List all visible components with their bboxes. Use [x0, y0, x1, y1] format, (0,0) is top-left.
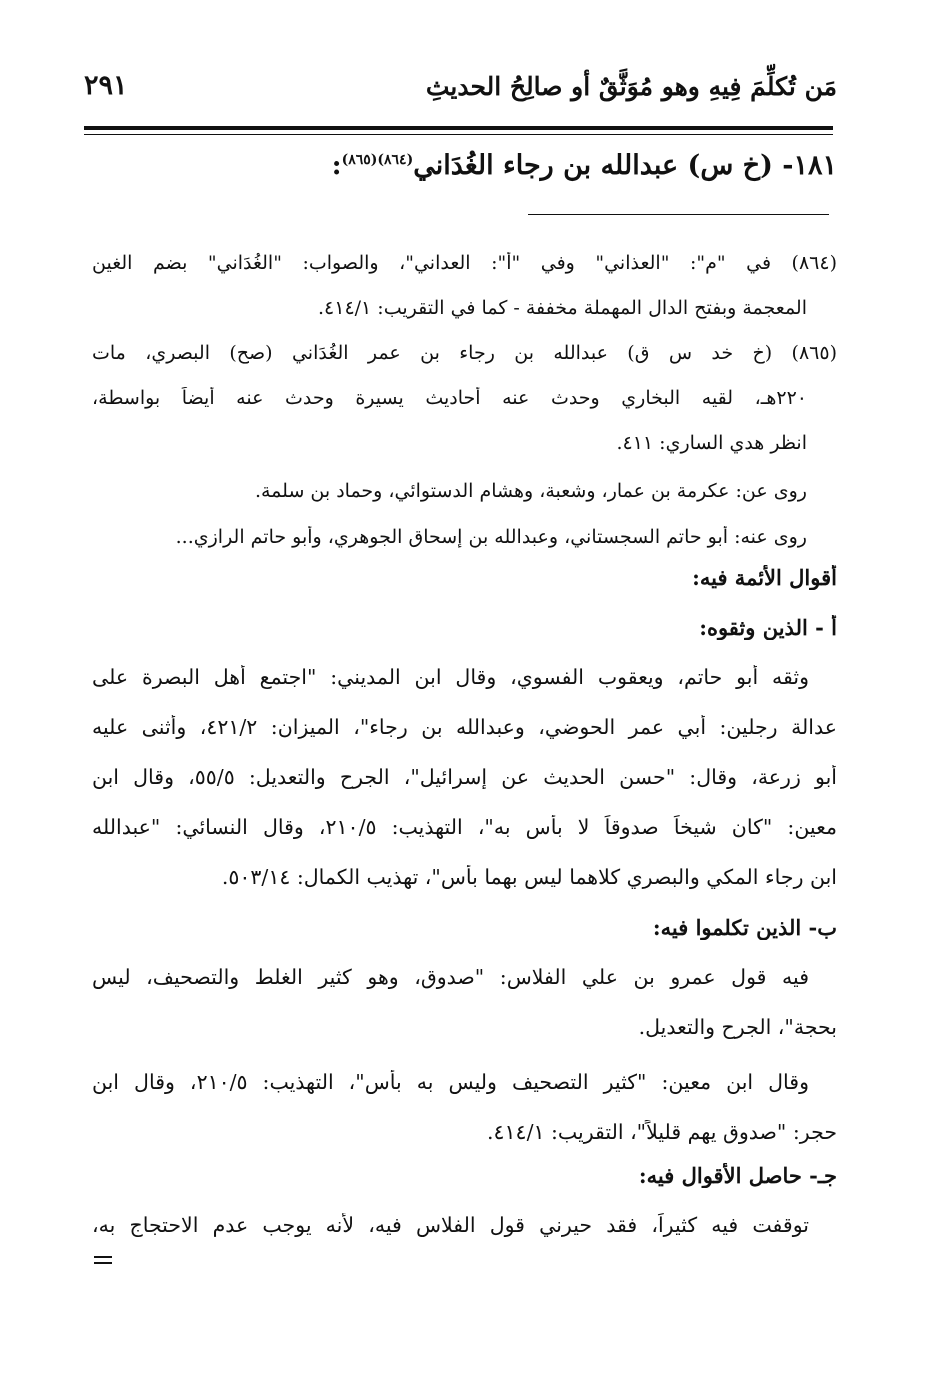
entry-heading: [332, 150, 837, 181]
continuation-mark-icon: [94, 1256, 112, 1268]
section-title: أقوال الأئمة فيه:: [692, 565, 837, 590]
body-line: فيه قول عمرو بن علي الفلاس: "صدوق، وهو كثير الغلط والتصحيف، ليس: [92, 965, 809, 989]
entry-title: ١٨١- (خ س) عبدالله بن رجاء الغُدَاني: [413, 150, 837, 181]
header-rule-thin: [84, 134, 833, 135]
body-line: وقال ابن معين: "كثير التصحيف وليس به بأس"، التهذيب: ٢١٠/٥، وقال ابن: [92, 1070, 809, 1094]
heading-colon: :: [331, 150, 342, 181]
subsection-a-title: أ - الذين وثقوه:: [699, 615, 837, 640]
footnote-864-line: المعجمة وبفتح الدال المهملة مخففة - كما في التقريب: ٤١٤/١.: [317, 297, 807, 319]
subsection-c-title: جـ- حاصل الأقوال فيه:: [638, 1163, 837, 1188]
body-line: معين: "كان شيخاً صدوقاً لا بأس به"، التهذيب: ٢١٠/٥، وقال النسائي: "عبدالله: [92, 815, 837, 839]
footnote-separator: [528, 214, 829, 215]
footnote-refs: (٨٦٤)(٨٦٥): [341, 152, 414, 168]
subsection-b-title: ب- الذين تكلموا فيه:: [652, 915, 837, 940]
footnote-865-line: روى عن: عكرمة بن عمار، وشعبة، وهشام الدستوائي، وحماد بن سلمة.: [254, 480, 807, 502]
footnote-865-line: (٨٦٥) (خ خد س ق) عبدالله بن رجاء بن عمر الغُدَاني (صح) البصري، مات: [92, 342, 837, 364]
body-line: توقفت فيه كثيراً، فقد حيرني قول الفلاس فيه، لأنه يوجب عدم الاحتجاج به،: [92, 1213, 809, 1237]
body-line: وثقه أبو حاتم، ويعقوب الفسوي، وقال ابن المديني: "اجتمع أهل البصرة على: [92, 665, 809, 689]
footnote-865-line: انظر هدي الساري: ٤١١.: [616, 432, 807, 454]
footnote-864-line: (٨٦٤) في "م": "العذاني" وفي "أ": العداني"، والصواب: "الغُدَاني" بضم الغين: [92, 252, 837, 274]
body-line: ابن رجاء المكي والبصري كلاهما ليس بهما بأس"، تهذيب الكمال: ٥٠٣/١٤.: [221, 865, 837, 889]
footnote-865-line: روى عنه: أبو حاتم السجستاني، وعبدالله بن إسحاق الجوهري، وأبو حاتم الرازي...: [175, 526, 807, 548]
running-title: مَن تُكلِّمَ فِيهِ وهو مُوَثَّقٌ أو صالِحُ الحديثِ: [425, 72, 837, 101]
footnote-865-line: ٢٢٠هـ، لقيه البخاري وحدث عنه أحاديث يسيرة وحدث عنه أيضاً بواسطة،: [92, 387, 807, 409]
header-rule: [84, 126, 833, 130]
body-line: عدالة رجلين: أبي عمر الحوضي، وعبدالله بن رجاء"، الميزان: ٤٢١/٢، وأثنى عليه: [92, 715, 837, 739]
body-line: أبو زرعة، وقال: "حسن الحديث عن إسرائيل"، الجرح والتعديل: ٥٥/٥، وقال ابن: [92, 765, 837, 789]
page-number: ٢٩١: [84, 70, 128, 101]
body-line: بحجة"، الجرح والتعديل.: [638, 1015, 837, 1039]
body-line: حجر: "صدوق يهم قليلاً"، التقريب: ٤١٤/١.: [487, 1120, 837, 1144]
